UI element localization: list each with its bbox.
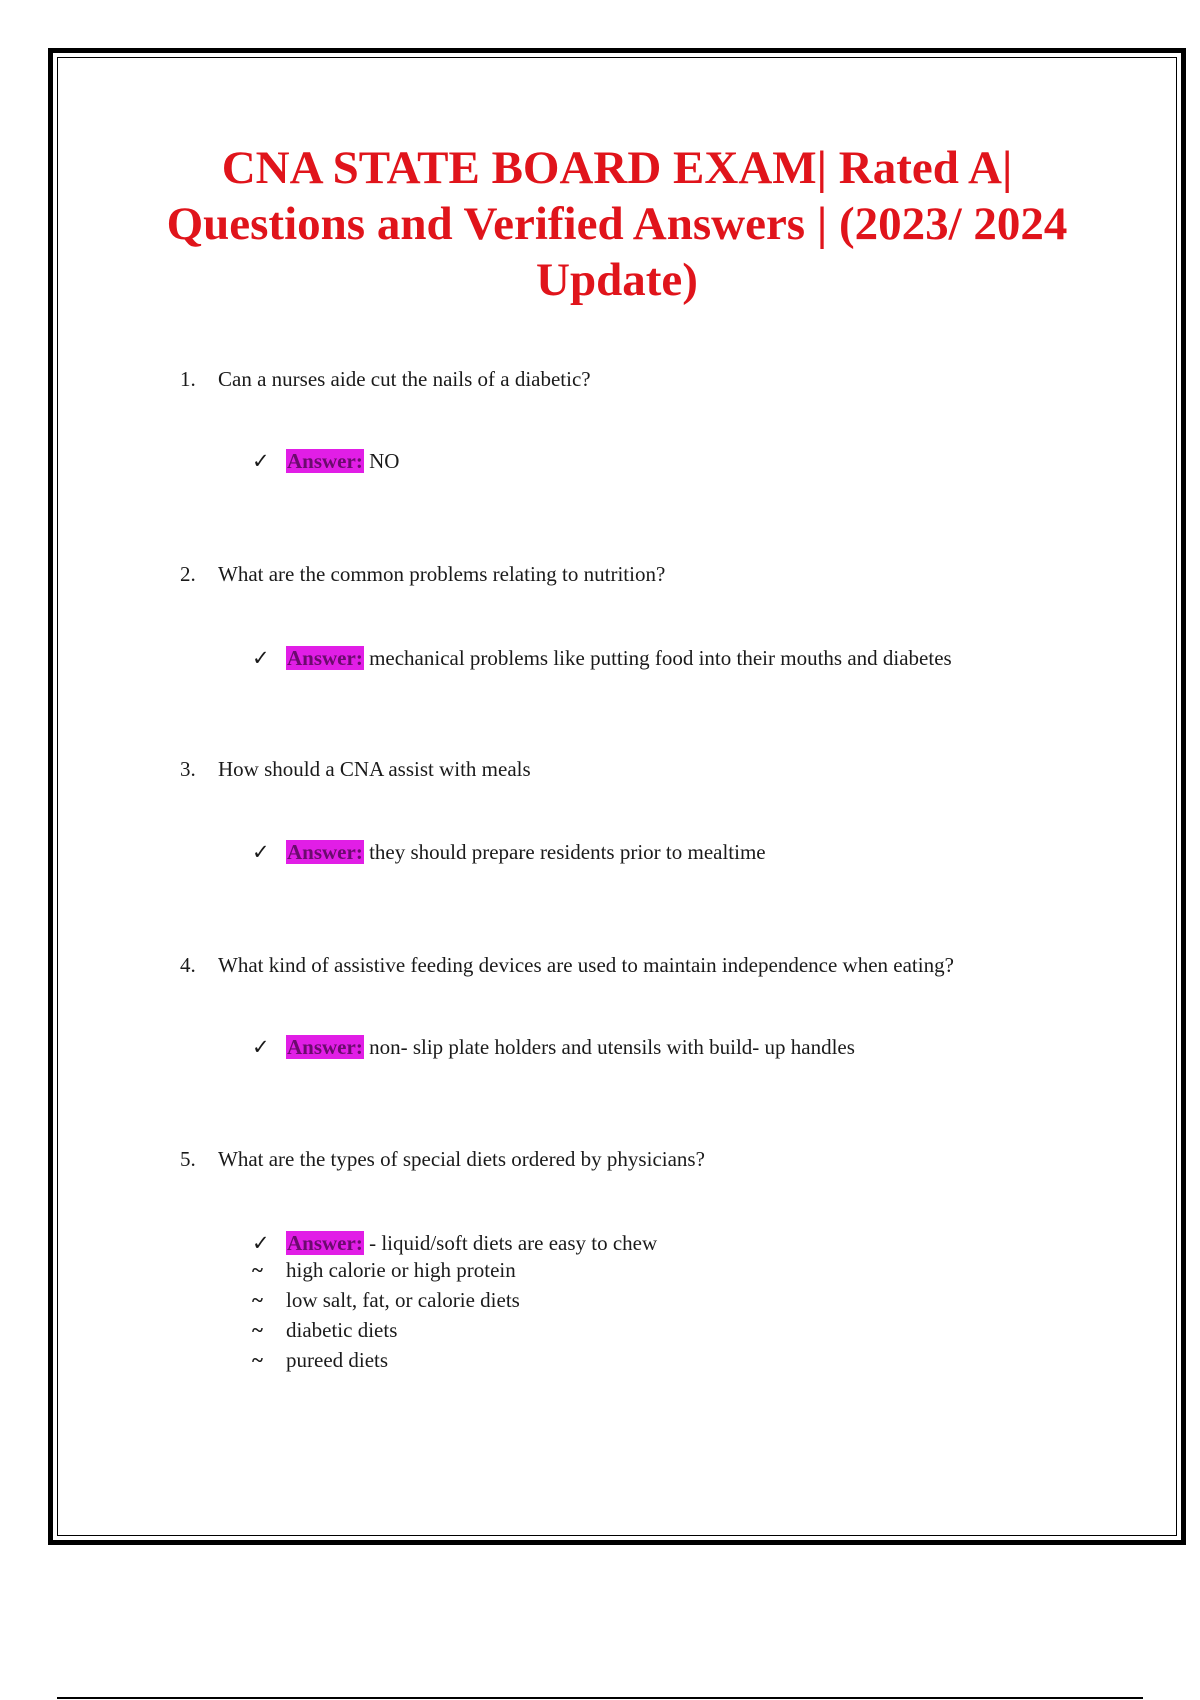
question-1 (180, 365, 1120, 393)
question-2 (180, 560, 1120, 588)
question-text-1: Can a nurses aide cut the nails of a diabetic? (218, 367, 591, 391)
answer-text-5: - liquid/soft diets are easy to chew (363, 1231, 658, 1255)
answer-text-4: non- slip plate holders and utensils with build- up handles (363, 1035, 855, 1059)
sub-point-text: pureed diets (286, 1348, 389, 1372)
tilde-bullet-icon: ~ (252, 1258, 263, 1282)
list-item (252, 1255, 520, 1285)
list-item (252, 1285, 520, 1315)
question-5 (180, 1145, 1120, 1173)
sub-point-text: high calorie or high protein (286, 1258, 516, 1282)
answer-label: Answer: (287, 1035, 363, 1059)
tilde-bullet-icon: ~ (252, 1288, 263, 1312)
question-number-3: 3. (180, 757, 196, 781)
answer-text-2: mechanical problems like putting food into their mouths and diabetes (363, 646, 952, 670)
title-line-1: CNA STATE BOARD EXAM| Rated A| (221, 142, 1013, 194)
question-item-5 (180, 1145, 1120, 1372)
answer-label: Answer: (287, 840, 363, 864)
list-item (252, 1345, 520, 1375)
answer-label: Answer: (287, 449, 363, 473)
answer-text-1: NO (363, 449, 400, 473)
question-text-3: How should a CNA assist with meals (218, 757, 531, 781)
answer-row-2 (252, 644, 952, 672)
sub-point-text: low salt, fat, or calorie diets (286, 1288, 520, 1312)
title-line-3: Update) (536, 254, 698, 306)
sub-point-text: diabetic diets (286, 1318, 398, 1342)
tilde-bullet-icon: ~ (252, 1348, 263, 1372)
answer-row-5 (252, 1229, 657, 1257)
question-text-5: What are the types of special diets ordered by physicians? (218, 1147, 705, 1171)
answer-row-1 (252, 447, 399, 475)
answer-row-3 (252, 838, 766, 866)
question-item-4 (180, 951, 1120, 1059)
question-text-4: What kind of assistive feeding devices are used to maintain independence when eating? (218, 953, 954, 977)
answer-text-3: they should prepare residents prior to mealtime (363, 840, 766, 864)
question-number-2: 2. (180, 562, 196, 586)
question-item-3 (180, 755, 1120, 864)
question-number-1: 1. (180, 367, 196, 391)
check-icon: ✓ (252, 646, 270, 670)
special-diets-list (252, 1255, 520, 1375)
answer-label: Answer: (287, 646, 363, 670)
question-text-2: What are the common problems relating to nutrition? (218, 562, 666, 586)
question-number-5: 5. (180, 1147, 196, 1171)
check-icon: ✓ (252, 1231, 270, 1255)
question-4 (180, 951, 1120, 979)
question-item-2 (180, 560, 1120, 670)
title-line-2: Questions and Verified Answers | (2023/ 2024 (166, 198, 1068, 250)
check-icon: ✓ (252, 1035, 270, 1059)
footer-divider (57, 1697, 1143, 1699)
tilde-bullet-icon: ~ (252, 1318, 263, 1342)
question-number-4: 4. (180, 953, 196, 977)
question-item-1 (180, 365, 1120, 473)
check-icon: ✓ (252, 449, 270, 473)
answer-row-4 (252, 1033, 855, 1061)
answer-label: Answer: (287, 1231, 363, 1255)
list-item (252, 1315, 520, 1345)
check-icon: ✓ (252, 840, 270, 864)
question-3 (180, 755, 1120, 783)
document-title (110, 140, 1124, 308)
